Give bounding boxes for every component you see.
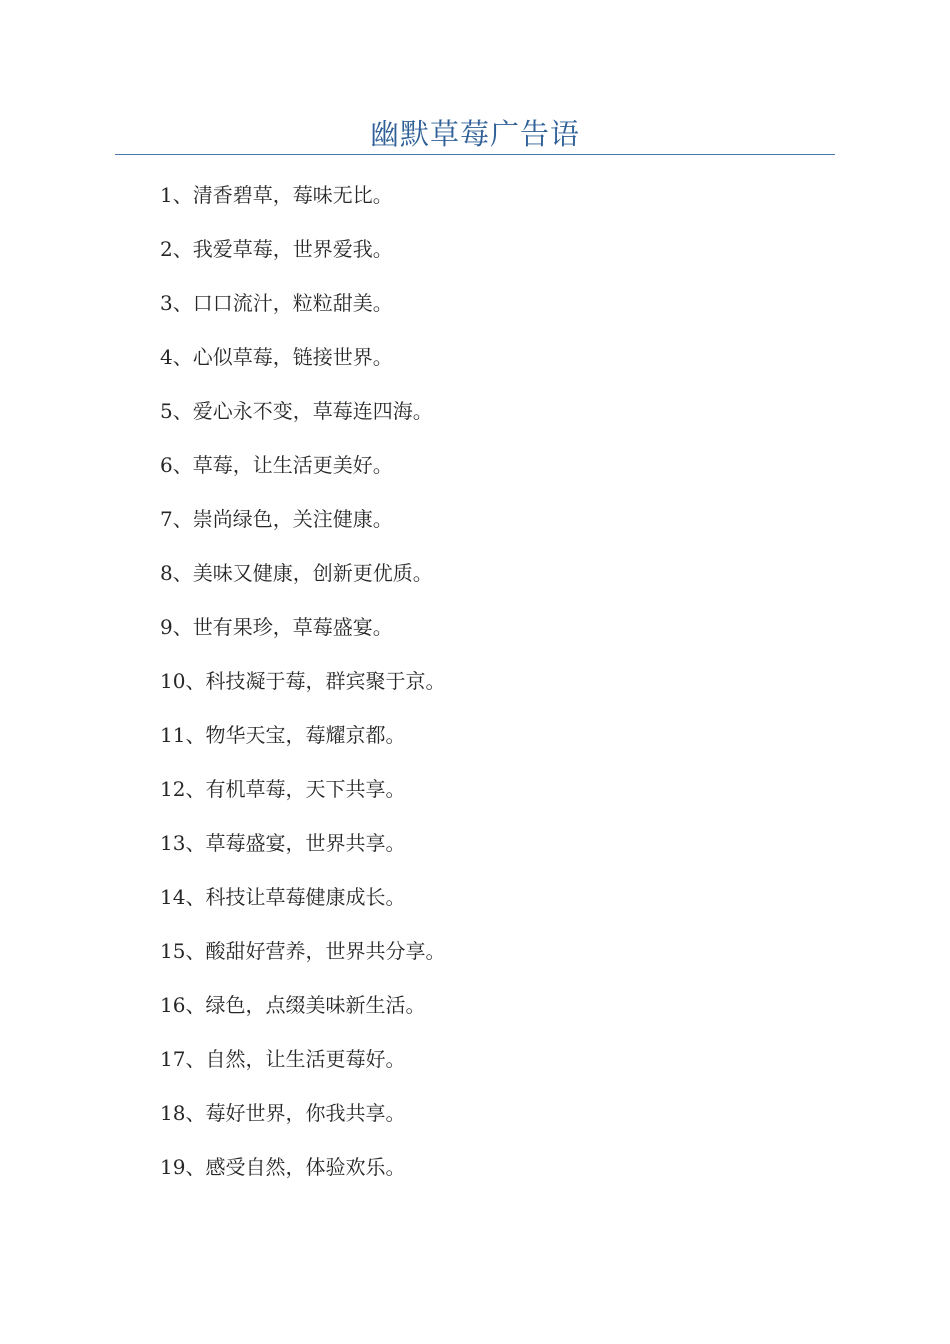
- document-title: 幽默草莓广告语: [369, 117, 580, 151]
- list-item: 1、清香碧草，莓味无比。: [160, 183, 393, 207]
- list-item: 10、科技凝于莓，群宾聚于京。: [160, 669, 446, 693]
- list-item: 5、爱心永不变，草莓连四海。: [160, 399, 433, 423]
- list-item: 9、世有果珍，草莓盛宴。: [160, 615, 393, 639]
- slogan-list: [160, 178, 445, 1204]
- title-underline: [115, 154, 835, 155]
- list-item: 8、美味又健康，创新更优质。: [160, 561, 433, 585]
- list-item: 16、绿色，点缀美味新生活。: [160, 993, 426, 1017]
- list-item: 4、心似草莓，链接世界。: [160, 345, 393, 369]
- list-item: 15、酸甜好营养，世界共分享。: [160, 939, 446, 963]
- list-item: 7、崇尚绿色，关注健康。: [160, 507, 393, 531]
- list-item: 3、口口流汁，粒粒甜美。: [160, 291, 393, 315]
- list-item: 6、草莓，让生活更美好。: [160, 453, 393, 477]
- list-item: 11、物华天宝，莓耀京都。: [160, 723, 406, 747]
- list-item: 18、莓好世界，你我共享。: [160, 1101, 406, 1125]
- list-item: 19、感受自然，体验欢乐。: [160, 1155, 406, 1179]
- list-item: 2、我爱草莓，世界爱我。: [160, 237, 393, 261]
- list-item: 14、科技让草莓健康成长。: [160, 885, 406, 909]
- list-item: 17、自然，让生活更莓好。: [160, 1047, 406, 1071]
- list-item: 12、有机草莓，天下共享。: [160, 777, 406, 801]
- list-item: 13、草莓盛宴，世界共享。: [160, 831, 406, 855]
